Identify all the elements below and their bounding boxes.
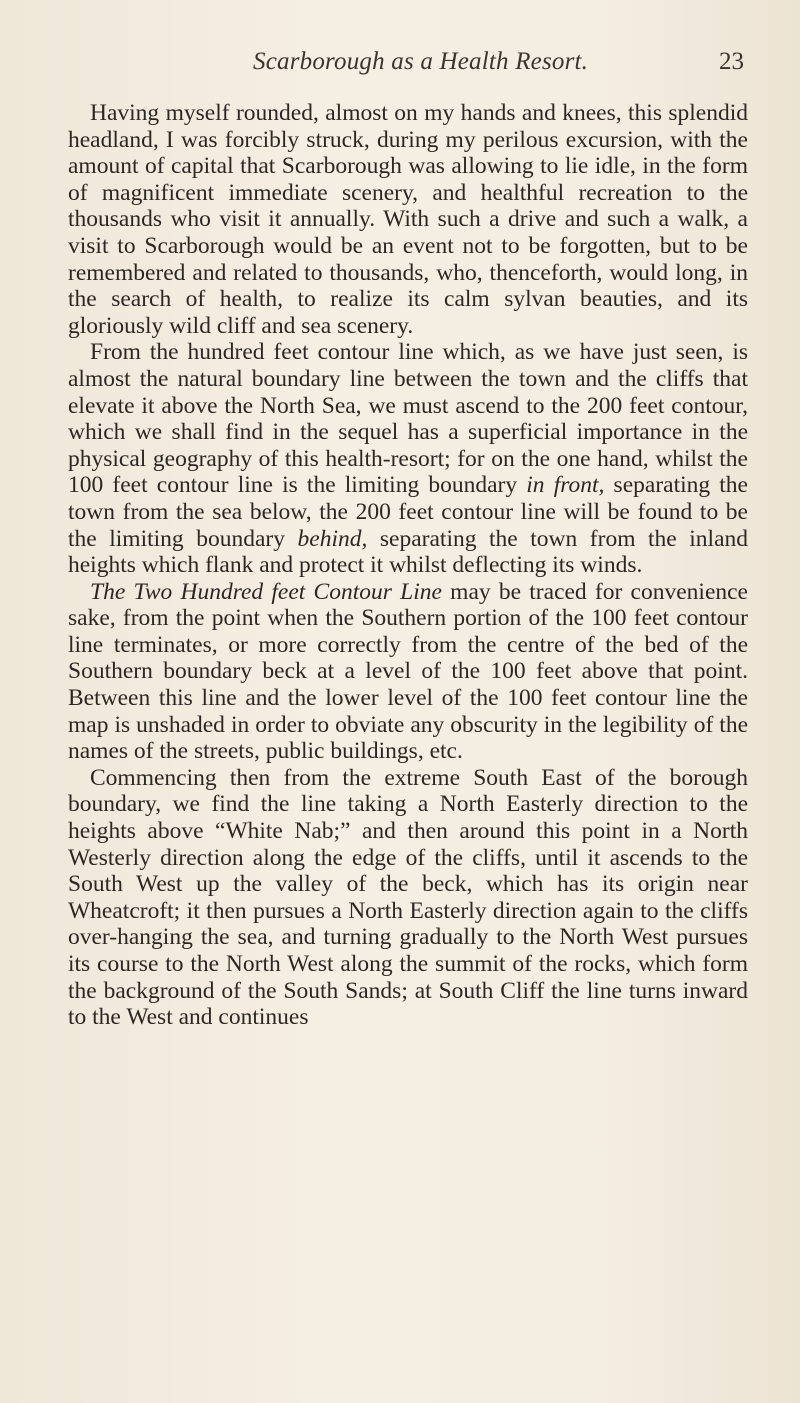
running-title: Scarborough as a Health Resort. — [253, 48, 589, 75]
paragraph-2-text-c: separating the town from the inland heights which flank and protect it whilst deflecting its winds. — [68, 525, 748, 579]
paragraph-4 — [68, 765, 748, 1031]
paragraph-1-text: Having myself rounded, almost on my hands and knees, this splendid headland, I was forcibly struck, during my perilous excursion, with the amount of capital that Scarborough was allowing to lie idle, in the form of magnificent immediate scenery, and healthful recreation to the thousands who visit it annually. With such a drive and such a walk, a visit to Scarborough would be an event not to be forgotten, but to be remembered and related to thousands, who, thenceforth, would long, in the search of health, to realize its calm sylvan beauties, and its gloriously wild cliff and sea scenery. — [68, 100, 748, 339]
section-lead-heading: The Two Hundred feet Contour Line — [90, 578, 442, 605]
paragraph-3-text: may be traced for convenience sake, from the point when the Southern portion of the 100 feet contour line terminates, or more correctly from the centre of the bed of the Southern boundary beck at a level of the 100 feet above that point. Between this line and the lower level of the 100 feet contour line the map is unshaded in order to obviate any obscurity in the legibility of the names of the streets, public buildings, etc. — [68, 578, 748, 765]
paragraph-1 — [68, 100, 748, 339]
paragraph-2-text-b: separating the town from the sea below, the 200 feet contour line will be found to be the limiting boundary — [68, 472, 748, 552]
paragraph-3 — [68, 579, 748, 765]
paragraph-4-text: Commencing then from the extreme South East of the borough boundary, we find the line taking a North Easterly direction to the heights above “White Nab;” and then around this point in a North Westerly direction along the edge of the cliffs, until it ascends to the South West up the valley of the beck, which has its origin near Wheatcroft; it then pursues a North Easterly direction again to the cliffs over-hanging the sea, and turning gradually to the North West pursues its course to the North West along the summit of the rocks, which form the background of the South Sands; at South Cliff the line turns inward to the West and continues — [68, 764, 748, 1031]
running-head — [0, 48, 800, 88]
paragraph-2 — [68, 339, 748, 578]
page-number: 23 — [719, 48, 744, 75]
emphasis-behind: behind, — [297, 525, 368, 552]
emphasis-in-front: in front, — [526, 472, 605, 499]
paragraph-2-text-a: From the hundred feet contour line which, as we have just seen, is almost the natural boundary line between the town and the cliffs that elevate it above the North Sea, we must ascend to the 200 feet contour, which we shall find in the sequel has a superficial importance in the physical geography of this health-resort; for on the one hand, whilst the 100 feet contour line is the limiting boundary — [68, 339, 748, 499]
body-text — [68, 100, 748, 1031]
